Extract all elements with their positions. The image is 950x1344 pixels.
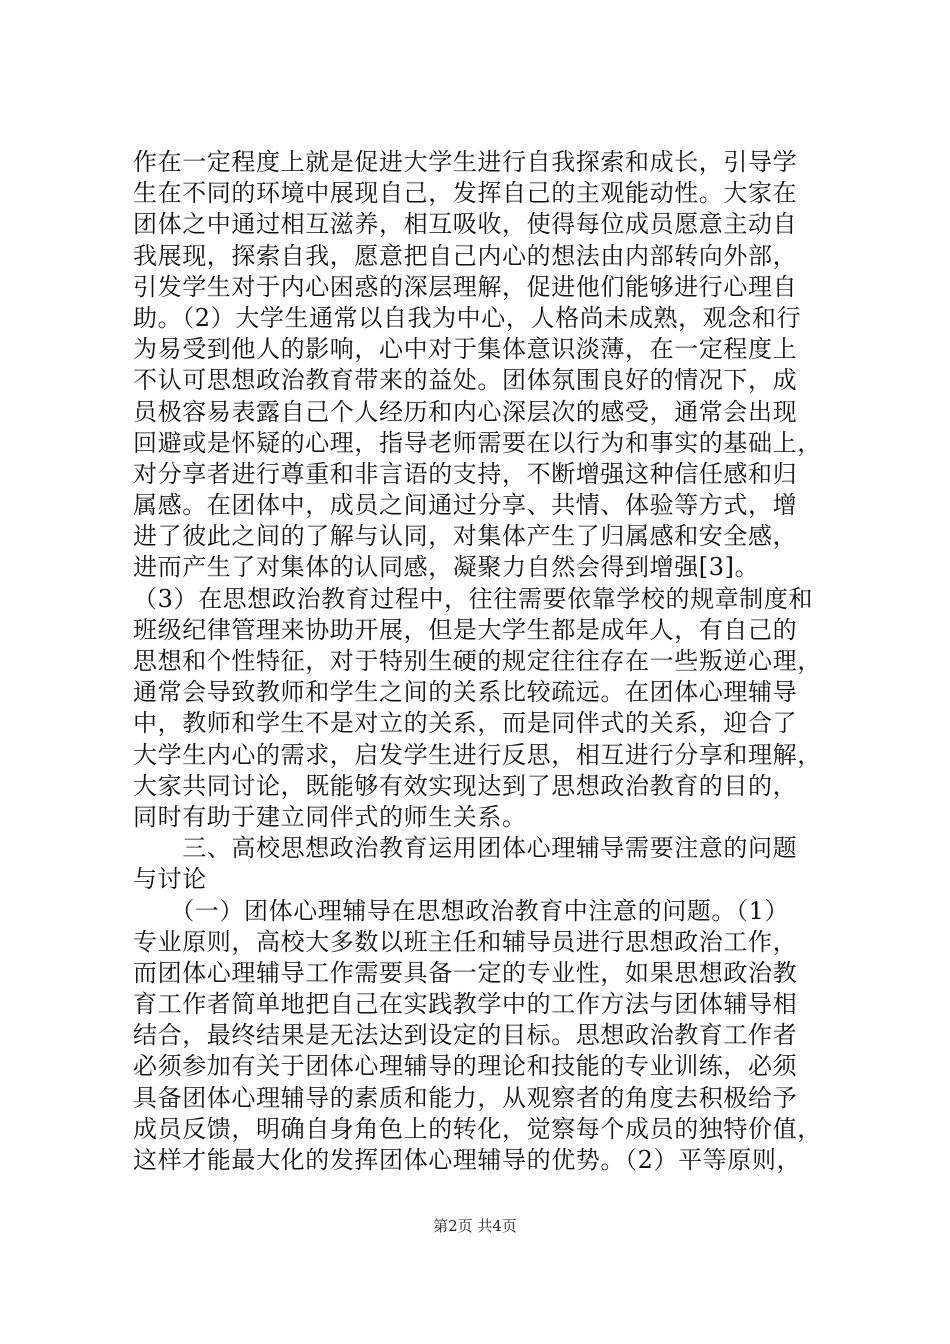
text-line: 助。（2）大学生通常以自我为中心，人格尚未成熟，观念和行 xyxy=(133,303,802,332)
text-line: 进了彼此之间的了解与认同，对集体产生了归属感和安全感， xyxy=(133,522,798,551)
text-line: 进而产生了对集体的认同感，凝聚力自然会得到增强[3]。 xyxy=(133,553,760,582)
text-line: 专业原则，高校大多数以班主任和辅导员进行思想政治工作， xyxy=(133,927,798,956)
text-line: 成员反馈，明确自身角色上的转化，觉察每个成员的独特价值， xyxy=(133,1114,822,1143)
text-line: （3）在思想政治教育过程中，往往需要依靠学校的规章制度和 xyxy=(133,584,814,613)
text-line: 结合，最终结果是无法达到设定的目标。思想政治教育工作者 xyxy=(133,1021,798,1050)
text-line: 具备团体心理辅导的素质和能力，从观察者的角度去积极给予 xyxy=(133,1083,798,1112)
text-line: 大学生内心的需求，启发学生进行反思，相互进行分享和理解， xyxy=(133,740,822,769)
text-line: 这样才能最大化的发挥团体心理辅导的优势。（2）平等原则， xyxy=(133,1146,802,1174)
text-line: 大家共同讨论，既能够有效实现达到了思想政治教育的目的， xyxy=(133,771,798,800)
text-line: 团体之中通过相互滋养，相互吸收，使得每位成员愿意主动自 xyxy=(133,210,798,239)
text-line: 同时有助于建立同伴式的师生关系。 xyxy=(133,802,527,831)
text-line: 作在一定程度上就是促进大学生进行自我探索和成长，引导学 xyxy=(133,148,798,176)
text-line: 为易受到他人的影响，心中对于集体意识淡薄，在一定程度上 xyxy=(133,335,798,364)
text-line: 中，教师和学生不是对立的关系，而是同伴式的关系，迎合了 xyxy=(133,709,798,738)
text-line: 通常会导致教师和学生之间的关系比较疏远。在团体心理辅导 xyxy=(133,678,798,707)
text-line: 引发学生对于内心困惑的深层理解，促进他们能够进行心理自 xyxy=(133,272,798,301)
text-line: 员极容易表露自己个人经历和内心深层次的感受，通常会出现 xyxy=(133,397,798,426)
text-line: 必须参加有关于团体心理辅导的理论和技能的专业训练，必须 xyxy=(133,1052,798,1081)
section-heading-line: 与讨论 xyxy=(133,865,207,894)
text-line: （一）团体心理辅导在思想政治教育中注意的问题。（1） xyxy=(133,896,790,925)
body-text xyxy=(133,147,833,1176)
text-line: 我展现，探索自我，愿意把自己内心的想法由内部转向外部， xyxy=(133,241,798,270)
section-heading-line: 三、高校思想政治教育运用团体心理辅导需要注意的问题 xyxy=(133,834,798,863)
text-line: 对分享者进行尊重和非言语的支持，不断增强这种信任感和归 xyxy=(133,459,798,488)
text-line: 而团体心理辅导工作需要具备一定的专业性，如果思想政治教 xyxy=(133,958,798,987)
text-line: 思想和个性特征，对于特别生硬的规定往往存在一些叛逆心理， xyxy=(133,647,822,675)
text-line: 班级纪律管理来协助开展，但是大学生都是成年人，有自己的 xyxy=(133,615,798,644)
text-line: 回避或是怀疑的心理，指导老师需要在以行为和事实的基础上， xyxy=(133,428,822,457)
text-line: 不认可思想政治教育带来的益处。团体氛围良好的情况下，成 xyxy=(133,366,798,395)
text-line: 生在不同的环境中展现自己，发挥自己的主观能动性。大家在 xyxy=(133,179,798,208)
text-line: 属感。在团体中，成员之间通过分享、共情、体验等方式，增 xyxy=(133,491,798,520)
text-line: 育工作者简单地把自己在实践教学中的工作方法与团体辅导相 xyxy=(133,990,798,1019)
page-number-footer: 第2页 共4页 xyxy=(433,1217,517,1235)
